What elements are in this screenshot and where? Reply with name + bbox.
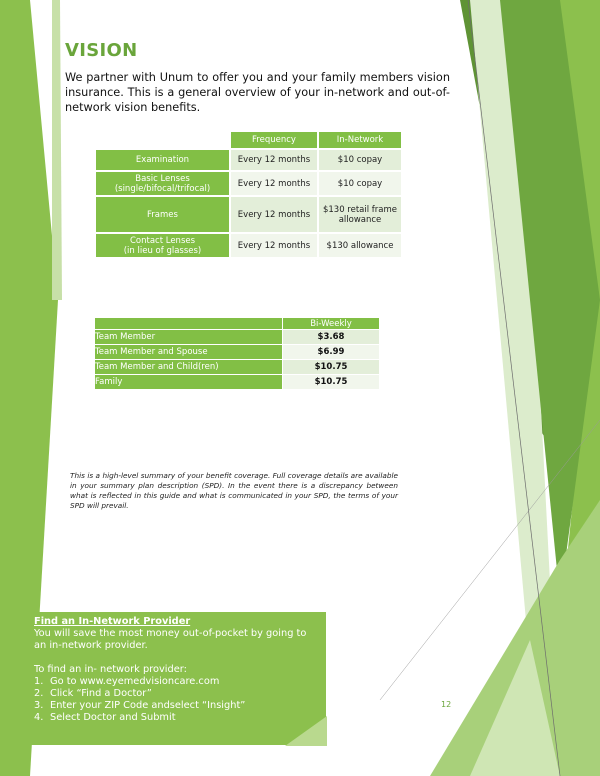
step-text: Select Doctor and Submit bbox=[50, 712, 176, 723]
in-network-line1: $10 copay bbox=[337, 178, 383, 189]
benefit-label bbox=[96, 172, 229, 195]
benefits-header-blank bbox=[96, 132, 229, 148]
benefit-label bbox=[96, 197, 229, 232]
table-row bbox=[95, 375, 379, 389]
table-row bbox=[96, 234, 401, 257]
table-row bbox=[96, 172, 401, 195]
benefits-table bbox=[94, 130, 403, 259]
left-light-band bbox=[52, 0, 62, 300]
benefit-in-network bbox=[319, 172, 401, 195]
benefit-frequency: Every 12 months bbox=[231, 172, 317, 195]
rate-amount: $10.75 bbox=[283, 360, 379, 374]
provider-box-text: You will save the most money out-of-pocket by going to an in-network provider. bbox=[34, 628, 307, 651]
benefit-label bbox=[96, 234, 229, 257]
step-number: 3. bbox=[34, 700, 44, 711]
rate-amount: $10.75 bbox=[283, 375, 379, 389]
benefit-in-network bbox=[319, 234, 401, 257]
benefit-frequency: Every 12 months bbox=[231, 150, 317, 170]
provider-steps-intro: To find an in- network provider: bbox=[34, 664, 187, 675]
table-row bbox=[96, 197, 401, 232]
benefit-frequency: Every 12 months bbox=[231, 197, 317, 232]
table-row bbox=[95, 345, 379, 359]
provider-box-spacer bbox=[34, 652, 320, 664]
benefit-label-line1: Frames bbox=[147, 209, 178, 220]
benefit-label-line1: Basic Lenses bbox=[135, 173, 190, 184]
benefit-frequency: Every 12 months bbox=[231, 234, 317, 257]
step-number: 2. bbox=[34, 688, 44, 699]
benefit-label-line2: (single/bifocal/trifocal) bbox=[114, 183, 211, 194]
benefits-header-row bbox=[96, 132, 401, 148]
provider-steps-list bbox=[34, 676, 320, 724]
disclaimer-text: This is a high-level summary of your benefit coverage. Full coverage details are available in your summary plan description (SPD). In the event there is a discrepancy between what is reflected in this guide and what is communicated in your SPD, the terms of your SPD will prevail. bbox=[70, 471, 398, 510]
list-item bbox=[34, 712, 320, 724]
rates-header-row bbox=[95, 318, 379, 329]
in-network-line1: $130 allowance bbox=[326, 240, 394, 251]
provider-box-title: Find an In-Network Provider bbox=[34, 616, 191, 627]
list-item bbox=[34, 688, 320, 700]
rate-amount: $3.68 bbox=[283, 330, 379, 344]
benefits-header-in-network: In-Network bbox=[319, 132, 401, 148]
rate-tier: Family bbox=[95, 375, 282, 389]
find-provider-box bbox=[28, 612, 326, 745]
benefit-in-network bbox=[319, 150, 401, 170]
page-title: VISION bbox=[65, 40, 138, 61]
benefit-label-line2: (in lieu of glasses) bbox=[123, 245, 202, 256]
step-text: Enter your ZIP Code andselect “Insight” bbox=[50, 700, 246, 711]
benefit-in-network bbox=[319, 197, 401, 232]
benefit-label-line1: Examination bbox=[135, 155, 190, 165]
list-item bbox=[34, 700, 320, 712]
step-number: 1. bbox=[34, 676, 44, 687]
in-network-line1: $10 copay bbox=[337, 155, 383, 165]
list-item bbox=[34, 676, 320, 688]
rate-tier: Team Member and Child(ren) bbox=[95, 360, 282, 374]
benefits-header-frequency: Frequency bbox=[231, 132, 317, 148]
intro-paragraph: We partner with Unum to offer you and your family members vision insurance. This is a general overview of your in-network and out-of-network vision benefits. bbox=[65, 71, 450, 114]
step-text: Go to www.eyemedvisioncare.com bbox=[50, 676, 220, 687]
benefit-label-line1: Contact Lenses bbox=[129, 235, 196, 246]
rates-header-blank bbox=[95, 318, 282, 329]
left-green-shape bbox=[0, 0, 58, 300]
step-text: Click “Find a Doctor” bbox=[50, 688, 152, 699]
provider-box-page-curl bbox=[285, 716, 327, 746]
table-row bbox=[96, 150, 401, 170]
rate-amount: $6.99 bbox=[283, 345, 379, 359]
page-number: 12 bbox=[441, 700, 452, 709]
benefit-label bbox=[96, 150, 229, 170]
in-network-line1: $130 retail frame bbox=[322, 204, 398, 215]
rates-header-biweekly: Bi-Weekly bbox=[283, 318, 379, 329]
table-row bbox=[95, 360, 379, 374]
rate-tier: Team Member and Spouse bbox=[95, 345, 282, 359]
in-network-line2: allowance bbox=[338, 214, 382, 225]
rates-table bbox=[94, 317, 380, 390]
step-number: 4. bbox=[34, 712, 44, 723]
table-row bbox=[95, 330, 379, 344]
rate-tier: Team Member bbox=[95, 330, 282, 344]
